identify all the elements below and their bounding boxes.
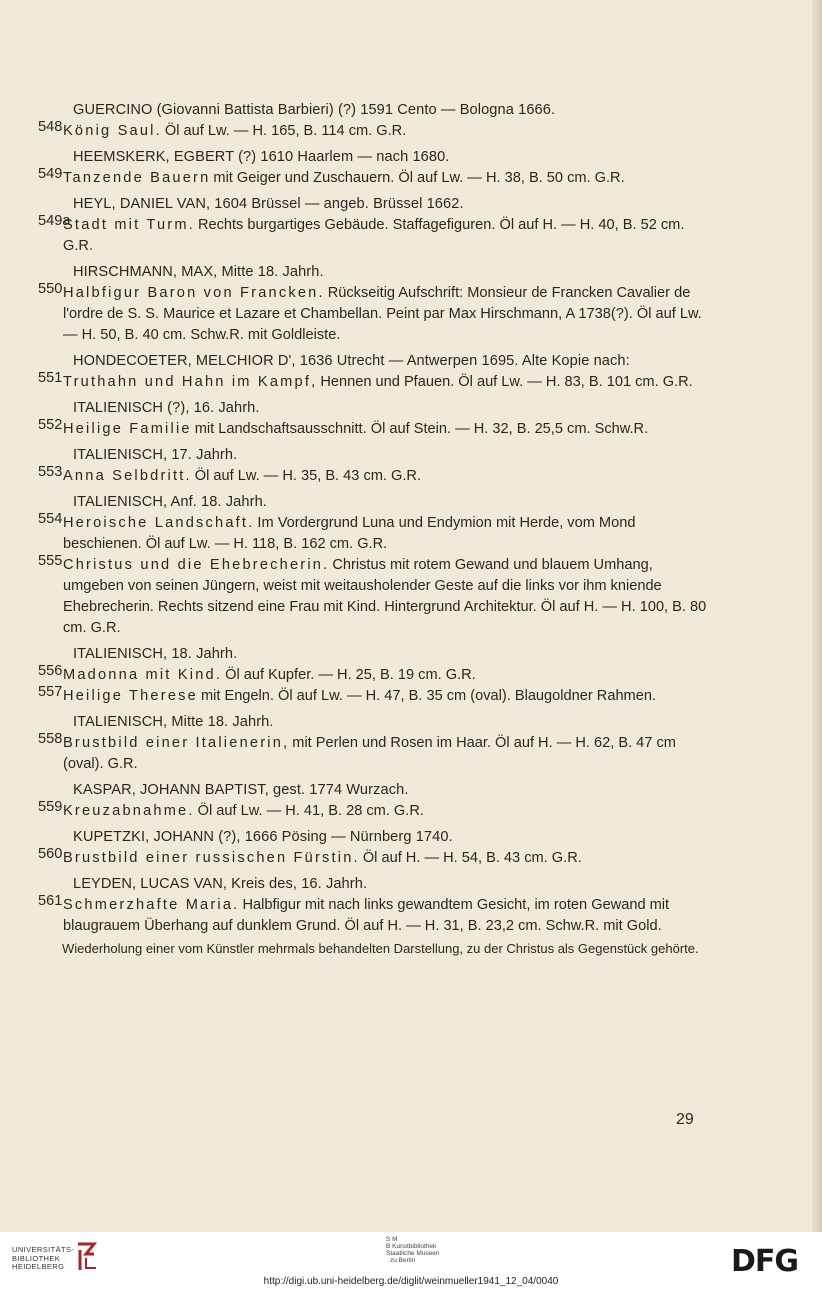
artwork-description: Öl auf H. — H. 54, B. 43 cm. G.R. [362,850,582,866]
artwork-title: Madonna mit Kind. [63,667,223,683]
artwork-description: mit Perlen und Rosen im Haar. Öl auf H. — H. 62, B. 47 cm (oval). G.R. [63,735,676,772]
artwork-description: mit Engeln. Öl auf Lw. — H. 47, B. 35 cm (oval). Blaugoldner Rahmen. [200,688,657,704]
artwork-title: Heroische Landschaft. [63,515,255,531]
artwork-title: Tanzende Bauern [63,170,211,186]
catalogue-group [40,351,712,393]
artist-heading: ITALIENISCH, Mitte 18. Jahrh. [73,714,274,730]
artwork-title: Halbfigur Baron von Francken. [63,285,325,301]
artwork-description: Rechts burgartiges Gebäude. Staffagefiguren. Öl auf H. — H. 40, B. 52 cm. G.R. [63,217,685,254]
catalogue-item [40,121,712,142]
artwork-title: Heilige Familie [63,421,192,437]
catalogue-item [40,372,712,393]
artist-heading: LEYDEN, LUCAS VAN, Kreis des, 16. Jahrh. [73,876,368,892]
artist-heading: ITALIENISCH, 18. Jahrh. [73,646,238,662]
artist-heading: ITALIENISCH, Anf. 18. Jahrh. [73,494,267,510]
lot-number: 551 [38,370,63,386]
catalogue-item [40,168,712,189]
lot-number: 560 [38,846,63,862]
artwork-description: Halbfigur mit nach links gewandtem Gesicht, im roten Gewand mit blaugrauem Überhang auf dunklem Grund. Öl auf H. — H. 31, B. 23,2 cm. Schw.R. mit Gold. [63,897,670,934]
catalogue-item [40,215,712,257]
artist-heading: ITALIENISCH (?), 16. Jahrh. [73,400,260,416]
catalogue-item [40,466,712,487]
lot-number: 555 [38,553,63,569]
catalogue-group [40,827,712,869]
catalogue-group [40,147,712,189]
artwork-title: Heilige Therese [63,688,198,704]
catalogue-item [40,895,712,937]
lot-number: 549a [38,213,71,229]
artwork-description: Öl auf Lw. — H. 41, B. 28 cm. G.R. [197,803,424,819]
catalogue-item [40,419,712,440]
permalink-url[interactable]: http://digi.ub.uni-heidelberg.de/diglit/weinmueller1941_12_04/0040 [263,1276,559,1287]
catalogue-item [40,733,712,775]
lot-number: 557 [38,684,63,700]
artist-heading: HEEMSKERK, EGBERT (?) 1610 Haarlem — nach 1680. [73,149,450,165]
lot-number: 558 [38,731,63,747]
artwork-description: Im Vordergrund Luna und Endymion mit Herde, vom Mond beschienen. Öl auf Lw. — H. 118, B. 162 cm. G.R. [63,515,636,552]
lot-number: 554 [38,511,63,527]
dfg-logo[interactable]: DFG [731,1244,799,1279]
artwork-note: Wiederholung einer vom Künstler mehrmals behandelten Darstellung, zu der Christus als Gegenstück gehörte. [62,941,699,956]
catalogue-item [40,283,712,346]
catalogue-group [40,194,712,257]
lot-number: 549 [38,166,63,182]
artwork-title: Anna Selbdritt. [63,468,192,484]
lot-number: 548 [38,119,63,135]
artwork-title: Christus und die Ehebrecherin. [63,557,330,573]
catalogue-group [40,712,712,775]
artwork-description: Christus mit rotem Gewand und blauem Umhang, umgeben von seinen Jüngern, weist mit weitausholender Geste auf die links vor ihm kniende Ehebrecherin. Rechts sitzend eine Frau mit Kind. Hintergrund Architektur. Öl auf H. — H. 100, B. 80 cm. G.R. [63,557,707,636]
lot-number: 550 [38,281,63,297]
lot-number: 552 [38,417,63,433]
catalogue-group [40,100,712,142]
artwork-title: Schmerzhafte Maria. [63,897,240,913]
catalogue-group [40,644,712,707]
catalogue-group [40,262,712,346]
artwork-description: mit Geiger und Zuschauern. Öl auf Lw. — H. 38, B. 50 cm. G.R. [213,170,625,186]
artist-heading: ITALIENISCH, 17. Jahrh. [73,447,238,463]
catalogue-item [40,848,712,869]
artist-heading: KUPETZKI, JOHANN (?), 1666 Pösing — Nürnberg 1740. [73,829,453,845]
lot-number: 561 [38,893,63,909]
lot-number: 556 [38,663,63,679]
page-number: 29 [676,1111,694,1128]
artwork-description: Hennen und Pfauen. Öl auf Lw. — H. 83, B. 101 cm. G.R. [320,374,693,390]
catalogue-item [40,513,712,555]
page-edge-shadow [812,0,822,1232]
catalogue-group [40,780,712,822]
library-name[interactable]: UNIVERSITÄTS- BIBLIOTHEK HEIDELBERG [12,1245,75,1271]
artwork-description: Öl auf Kupfer. — H. 25, B. 19 cm. G.R. [225,667,476,683]
artwork-description: mit Landschaftsausschnitt. Öl auf Stein. — H. 32, B. 25,5 cm. Schw.R. [194,421,649,437]
catalogue-item [40,555,712,639]
artwork-description: Öl auf Lw. — H. 35, B. 43 cm. G.R. [194,468,422,484]
artwork-title: Brustbild einer Italienerin, [63,735,290,751]
artwork-title: Stadt mit Turm. [63,217,195,233]
artist-heading: HIRSCHMANN, MAX, Mitte 18. Jahrh. [73,264,324,280]
artist-heading: KASPAR, JOHANN BAPTIST, gest. 1774 Wurzach. [73,782,409,798]
artwork-title: Truthahn und Hahn im Kampf, [63,374,318,390]
artist-heading: GUERCINO (Giovanni Battista Barbieri) (?) 1591 Cento — Bologna 1666. [73,102,556,118]
catalogue-group [40,874,712,958]
catalogue-item [40,686,712,707]
catalogue-entries [40,100,712,963]
catalogue-group [40,398,712,440]
artist-heading: HEYL, DANIEL VAN, 1604 Brüssel — angeb. Brüssel 1662. [73,196,464,212]
library-logo-icon [74,1240,100,1272]
lot-number: 559 [38,799,63,815]
catalogue-item [40,665,712,686]
artwork-title: Brustbild einer russischen Fürstin. [63,850,360,866]
catalogue-item [40,801,712,822]
artwork-description: Rückseitig Aufschrift: Monsieur de Francken Cavalier de l'ordre de S. S. Maurice et Lazare et Chambellan. Peint par Max Hirschmann, A 1738(?). Öl auf Lw. — H. 50, B. 40 cm. Schw.R. mit Goldleiste. [63,285,702,343]
lot-number: 553 [38,464,63,480]
catalogue-group [40,445,712,487]
artwork-description: Öl auf Lw. — H. 165, B. 114 cm. G.R. [164,123,407,139]
catalogue-group [40,492,712,639]
artwork-title: König Saul. [63,123,162,139]
artwork-title: Kreuzabnahme. [63,803,195,819]
artist-heading: HONDECOETER, MELCHIOR D', 1636 Utrecht — Antwerpen 1695. Alte Kopie nach: [73,353,630,369]
